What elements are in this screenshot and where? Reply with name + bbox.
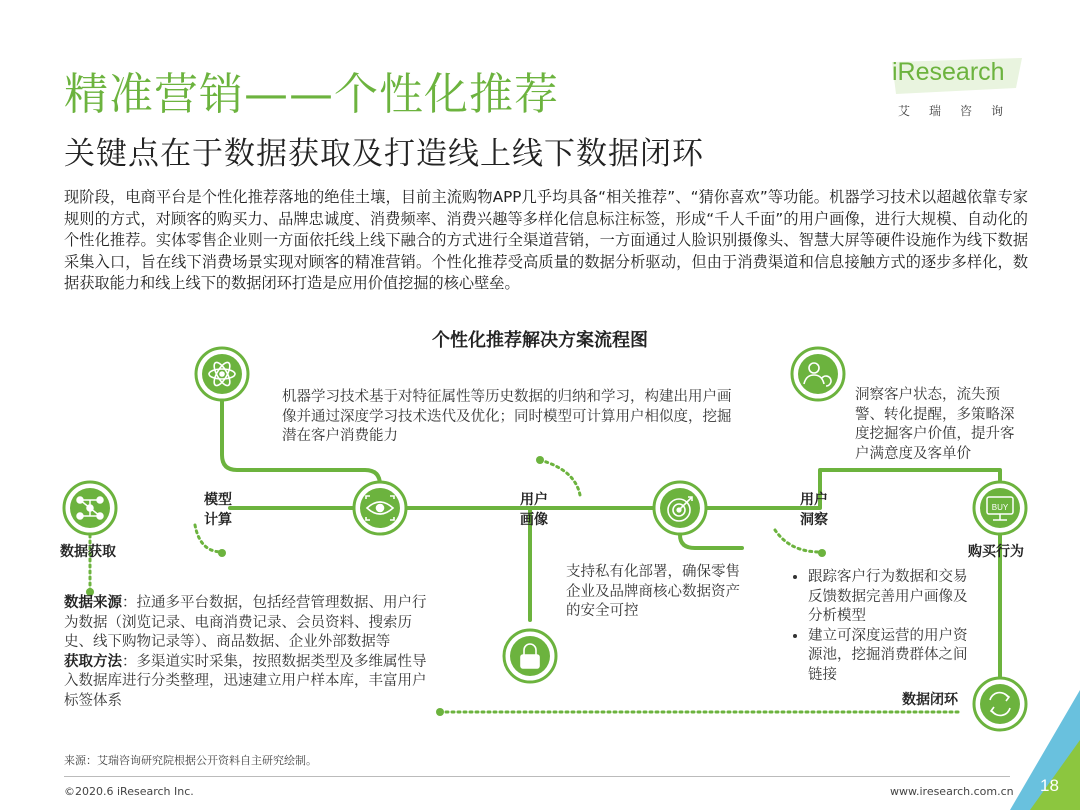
node-insight-label-1: 用户 <box>800 492 828 508</box>
method-label: 获取方法 <box>64 653 122 670</box>
node-insight-label-2: 洞察 <box>800 512 828 528</box>
tracking-bullet-item: • 跟踪客户行为数据和交易反馈数据完善用户画像及分析模型 <box>808 568 976 627</box>
dotted-connector-right <box>775 530 820 552</box>
buy-icon-text: BUY <box>991 503 1009 512</box>
page-title: 精准营销——个性化推荐 <box>64 69 559 120</box>
insight-description: 洞察客户状态，流失预警、转化提醒，多策略深度挖掘客户价值，提升客户满意度及客单价 <box>855 387 1015 462</box>
node-purchase-label: 购买行为 <box>968 544 1024 560</box>
ml-description: 机器学习技术基于对特征属性等历史数据的归纳和学习，构建出用户画像并通过深度学习技术迭代及优化；同时模型可计算用户相似度，挖掘潜在客户消费能力 <box>282 389 732 444</box>
source-note: 来源：艾瑞咨询研究院根据公开资料自主研究绘制。 <box>64 754 317 767</box>
data-source-text: ：拉通多平台数据，包括经营管理数据、用户行为数据（浏览记录、电商消费记录、会员资料、搜索历史、线下购物记录等）、商品数据、企业外部数据等 <box>64 595 427 650</box>
node-portrait-label-1: 用户 <box>520 492 548 508</box>
footer-divider <box>64 776 1010 777</box>
logo-brand-text: iResearch <box>892 58 1005 86</box>
node-model-label-1: 模型 <box>204 492 232 508</box>
flow-chart-title: 个性化推荐解决方案流程图 <box>432 330 648 351</box>
page-number: 18 <box>1040 776 1059 795</box>
node-data-loop-label: 数据闭环 <box>902 692 958 708</box>
data-source-label: 数据来源 <box>64 595 122 611</box>
tracking-bullet-list <box>790 568 976 685</box>
website-link[interactable]: www.iresearch.com.cn <box>890 785 1014 798</box>
page-subtitle: 关键点在于数据获取及打造线上线下数据闭环 <box>64 136 704 172</box>
intro-paragraph: 现阶段，电商平台是个性化推荐落地的绝佳土壤，目前主流购物APP几乎均具备“相关推荐”、“猜你喜欢”等功能。机器学习技术以超越依靠专家规则的方式，对顾客的购买力、品牌忠诚度、消费频率、消费兴趣等多样化信息标注标签，形成“千人千面”的用户画像，进行大规模、自动化的个性化推荐。实体零售企业则一方面依托线上线下融合的方式进行全渠道营销，一方面通过人脸识别摄像头、智慧大屏等硬件设施作为线下数据采集入口，旨在线下消费场景实现对顾客的精准营销。个性化推荐受高质量的数据分析驱动，但由于消费渠道和信息接触方式的逐步多样化，数据获取能力和线上线下的数据闭环打造是应用价值挖掘的核心壁垒。 <box>64 188 1028 292</box>
data-source-block <box>64 594 436 711</box>
logo-cn-text: 艾瑞咨询 <box>898 104 1023 118</box>
tracking-bullet-item: • 建立可深度运营的用户资源池，挖掘消费群体之间链接 <box>808 627 976 686</box>
node-portrait-label-2: 画像 <box>520 512 548 528</box>
copyright-text: ©2020.6 iResearch Inc. <box>64 785 194 798</box>
privacy-description: 支持私有化部署，确保零售企业及品牌商核心数据资产的安全可控 <box>566 564 740 619</box>
node-data-acquisition-label: 数据获取 <box>60 544 116 560</box>
method-text: ：多渠道实时采集，按照数据类型及多维属性导入数据库进行分类整理，迅速建立用户样本库，丰富用户标签体系 <box>64 653 427 709</box>
node-model-label-2: 计算 <box>204 512 232 528</box>
